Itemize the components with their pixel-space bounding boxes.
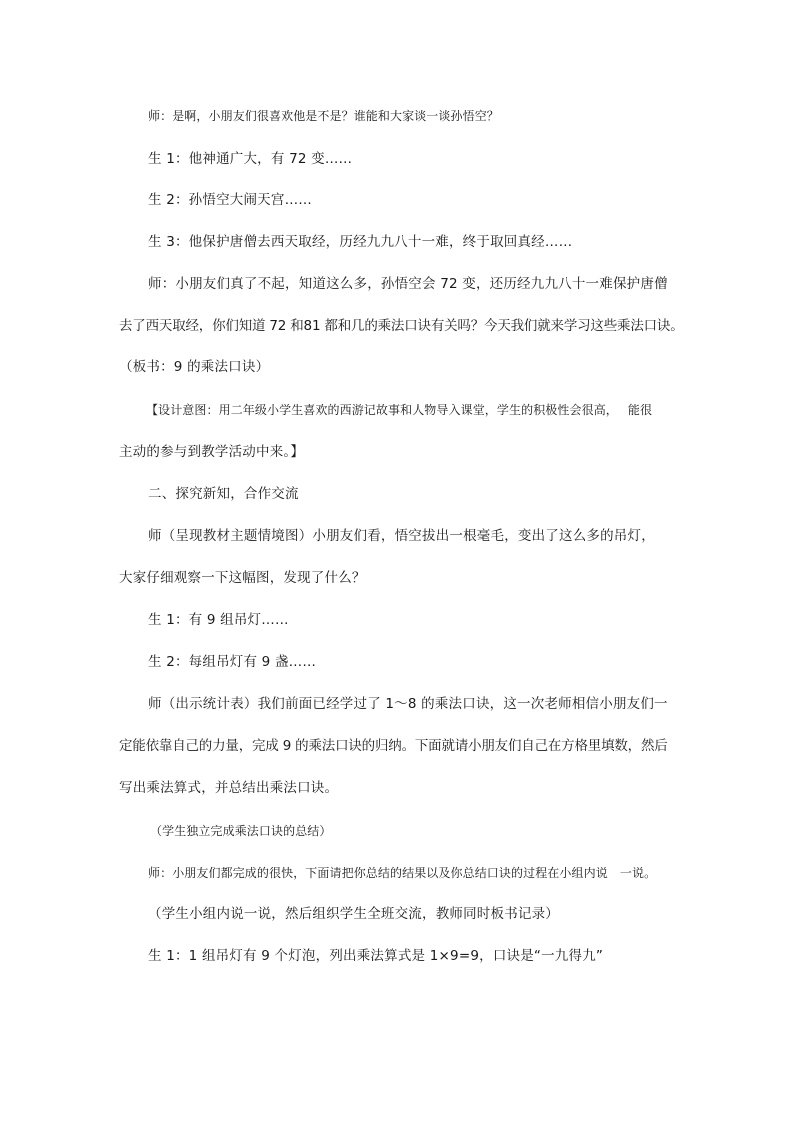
design-intent-line-1: 【设计意图：用二年级小学生喜欢的西游记故事和人物导入课堂，学生的积极性会很高， 能很 (146, 403, 653, 417)
paragraph-student-lamp-count: 生 2：每组吊灯有 9 盏…… (148, 654, 317, 670)
paragraph-student-3: 生 3：他保护唐僧去西天取经，历经九九八十一难，终于取回真经…… (148, 234, 573, 250)
paragraph-class-exchange-note: （学生小组内说一说，然后组织学生全班交流，教师同时板书记录） (148, 906, 559, 922)
paragraph-student-summary-note: （学生独立完成乘法口诀的总结） (150, 824, 332, 838)
paragraph-teacher-praise-line-2: 去了西天取经，你们知道 72 和81 都和几的乘法口诀有关吗？今天我们就来学习这些乘法口诀。 (119, 318, 684, 334)
paragraph-teacher-table-line-2: 定能依靠自己的力量，完成 9 的乘法口诀的归纳。下面就请小朋友们自己在方格里填数，然后 (119, 738, 668, 754)
design-intent-line-2: 主动的参与到教学活动中来。】 (119, 444, 305, 460)
paragraph-teacher-praise-line-1: 师：小朋友们真了不起，知道这么多，孙悟空会 72 变，还历经九九八十一难保护唐僧 (148, 276, 668, 292)
paragraph-teacher-intro: 师：是啊，小朋友们很喜欢他是不是？谁能和大家谈一谈孙悟空？ (148, 109, 499, 123)
paragraph-student-2: 生 2：孙悟空大闹天宫…… (148, 192, 312, 208)
paragraph-teacher-group-discussion: 师：小朋友们都完成的很快，下面请把你总结的结果以及你总结口诀的过程在小组内说 一说。 (148, 866, 657, 880)
paragraph-student-lamp-groups: 生 1：有 9 组吊灯…… (148, 612, 289, 628)
paragraph-student-formula: 生 1：1 组吊灯有 9 个灯泡，列出乘法算式是 1×9=9，口诀是“一九得九” (148, 948, 604, 964)
paragraph-teacher-scene-line-1: 师（呈现教材主题情境图）小朋友们看，悟空拔出一根毫毛，变出了这么多的吊灯， (148, 528, 655, 544)
paragraph-teacher-table-line-1: 师（出示统计表）我们前面已经学过了 1～8 的乘法口诀，这一次老师相信小朋友们一 (148, 696, 668, 712)
section-heading: 二、探究新知，合作交流 (148, 486, 299, 502)
paragraph-teacher-table-line-3: 写出乘法算式，并总结出乘法口诀。 (119, 780, 339, 796)
paragraph-teacher-scene-line-2: 大家仔细观察一下这幅图，发现了什么？ (119, 570, 366, 586)
paragraph-student-1: 生 1：他神通广大，有 72 变…… (148, 151, 353, 167)
board-note: （板书：9 的乘法口诀） (119, 359, 270, 375)
